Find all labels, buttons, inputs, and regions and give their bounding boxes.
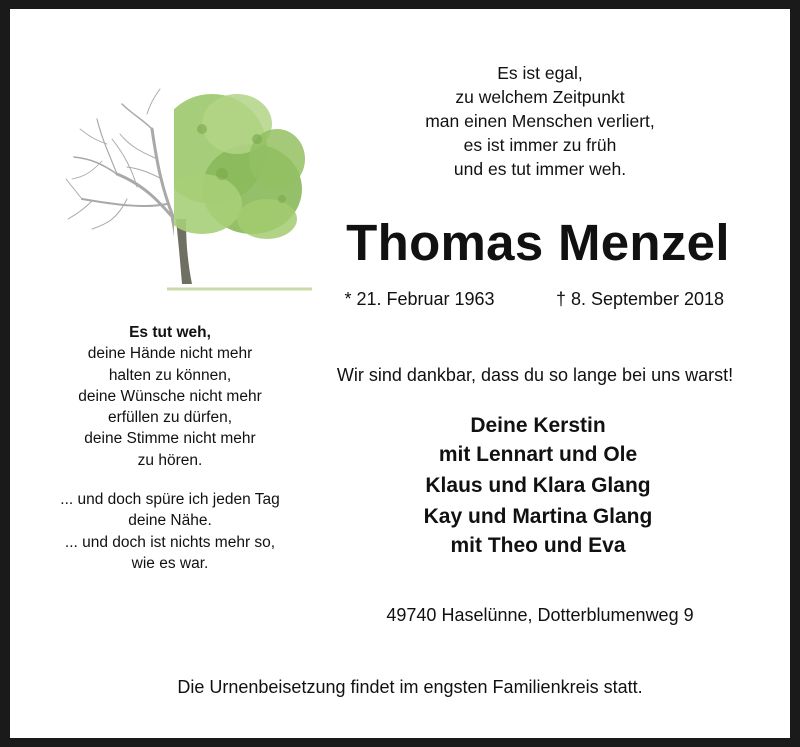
poem-line: man einen Menschen verliert, bbox=[425, 111, 655, 131]
left-poem-line: deine Stimme nicht mehr bbox=[84, 430, 256, 448]
address: 49740 Haselünne, Dotterblumenweg 9 bbox=[386, 605, 694, 625]
left-poem-line-bold: Es tut weh, bbox=[129, 324, 211, 341]
tree-illustration bbox=[62, 79, 312, 299]
left-poem-line: ... und doch ist nichts mehr so, bbox=[64, 533, 276, 551]
poem-line: es ist immer zu früh bbox=[463, 135, 617, 155]
deceased-name: Thomas Menzel bbox=[346, 214, 730, 271]
family-line: Deine Kerstin bbox=[470, 414, 606, 437]
family-line: Klaus und Klara Glang bbox=[425, 474, 651, 497]
left-poem-line: halten zu können, bbox=[108, 366, 232, 384]
poem-line: zu welchem Zeitpunkt bbox=[455, 87, 625, 107]
footer-note: Die Urnenbeisetzung findet im engsten Familienkreis statt. bbox=[177, 677, 643, 697]
poem-line: Es ist egal, bbox=[497, 63, 583, 83]
left-poem-line: deine Wünsche nicht mehr bbox=[78, 387, 262, 405]
left-poem bbox=[40, 322, 300, 574]
poem-quote bbox=[345, 61, 735, 181]
family-line: mit Theo und Eva bbox=[450, 534, 626, 557]
left-poem-line: zu hören. bbox=[137, 451, 203, 469]
poem-line: und es tut immer weh. bbox=[453, 159, 627, 179]
family-line: mit Lennart und Ole bbox=[438, 443, 638, 466]
left-poem-line: deine Nähe. bbox=[128, 512, 212, 530]
left-poem-line: erfüllen zu dürfen, bbox=[107, 409, 233, 427]
death-date: † 8. September 2018 bbox=[555, 289, 725, 309]
family-line: Kay und Martina Glang bbox=[423, 505, 653, 528]
birth-date: * 21. Februar 1963 bbox=[344, 289, 495, 309]
left-poem-line: wie es war. bbox=[131, 554, 209, 572]
left-poem-line: deine Hände nicht mehr bbox=[87, 345, 253, 363]
thanks-text: Wir sind dankbar, dass du so lange bei uns warst! bbox=[336, 365, 734, 385]
left-poem-line: ... und doch spüre ich jeden Tag bbox=[60, 491, 280, 509]
obituary-card bbox=[10, 9, 790, 738]
family-signatures bbox=[368, 411, 708, 560]
